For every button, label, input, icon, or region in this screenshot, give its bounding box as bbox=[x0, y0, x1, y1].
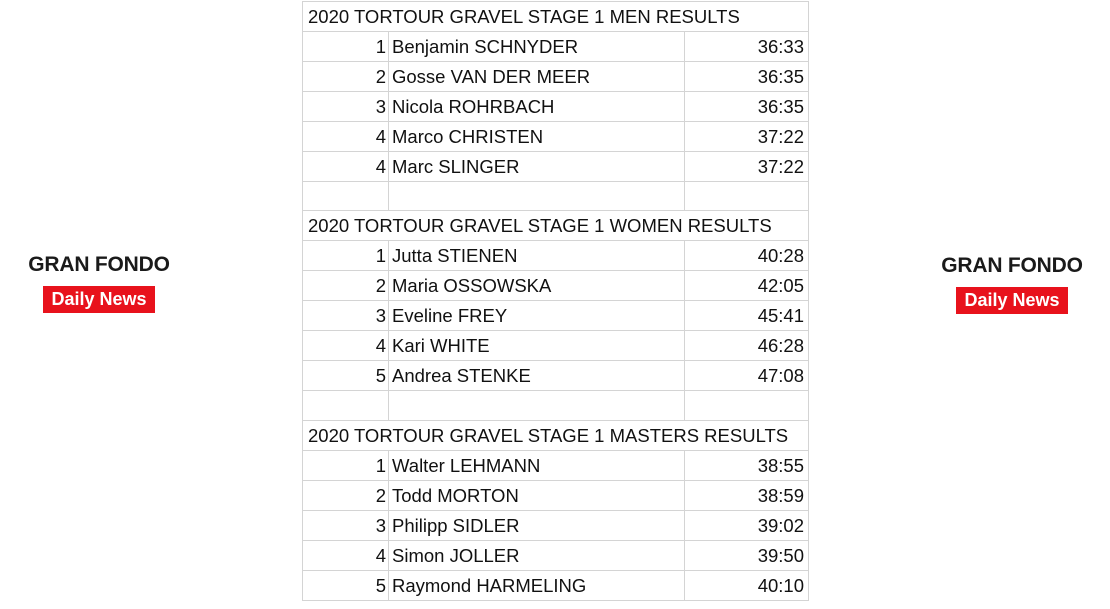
rank-cell: 1 bbox=[303, 32, 389, 62]
rank-cell: 2 bbox=[303, 271, 389, 301]
table-row bbox=[303, 570, 809, 600]
time-cell: 39:02 bbox=[685, 510, 809, 540]
rider-name-cell: Andrea STENKE bbox=[389, 361, 685, 391]
time-cell: 39:50 bbox=[685, 540, 809, 570]
rank-cell: 1 bbox=[303, 241, 389, 271]
time-cell: 42:05 bbox=[685, 271, 809, 301]
rider-name-cell: Walter LEHMANN bbox=[389, 450, 685, 480]
time-cell: 38:59 bbox=[685, 480, 809, 510]
section-title-women: 2020 TORTOUR GRAVEL STAGE 1 WOMEN RESULTS bbox=[303, 211, 809, 241]
time-cell: 40:28 bbox=[685, 241, 809, 271]
empty-cell bbox=[685, 391, 809, 420]
table-row bbox=[303, 301, 809, 331]
table-row bbox=[303, 361, 809, 391]
table-row bbox=[303, 122, 809, 152]
empty-cell bbox=[389, 391, 685, 420]
table-row bbox=[303, 510, 809, 540]
logo-title: GRAN FONDO bbox=[941, 254, 1083, 277]
time-cell: 47:08 bbox=[685, 361, 809, 391]
table-row bbox=[303, 32, 809, 62]
section-title-row bbox=[303, 211, 809, 241]
rider-name-cell: Gosse VAN DER MEER bbox=[389, 62, 685, 92]
rider-name-cell: Eveline FREY bbox=[389, 301, 685, 331]
time-cell: 38:55 bbox=[685, 450, 809, 480]
time-cell: 36:35 bbox=[685, 62, 809, 92]
table-row bbox=[303, 331, 809, 361]
blank-row bbox=[303, 182, 809, 211]
logo-title: GRAN FONDO bbox=[28, 253, 170, 276]
rider-name-cell: Kari WHITE bbox=[389, 331, 685, 361]
table-row bbox=[303, 152, 809, 182]
section-title-men: 2020 TORTOUR GRAVEL STAGE 1 MEN RESULTS bbox=[303, 2, 809, 32]
empty-cell bbox=[303, 391, 389, 420]
time-cell: 37:22 bbox=[685, 122, 809, 152]
rank-cell: 2 bbox=[303, 480, 389, 510]
time-cell: 40:10 bbox=[685, 570, 809, 600]
table-row bbox=[303, 271, 809, 301]
section-title-row bbox=[303, 2, 809, 32]
rank-cell: 5 bbox=[303, 361, 389, 391]
rank-cell: 4 bbox=[303, 152, 389, 182]
table-row bbox=[303, 450, 809, 480]
logo-subtitle: Daily News bbox=[956, 287, 1067, 314]
rider-name-cell: Marc SLINGER bbox=[389, 152, 685, 182]
results-table bbox=[302, 1, 809, 601]
rank-cell: 4 bbox=[303, 540, 389, 570]
table-row bbox=[303, 92, 809, 122]
time-cell: 45:41 bbox=[685, 301, 809, 331]
empty-cell bbox=[685, 182, 809, 211]
section-title-row bbox=[303, 420, 809, 450]
empty-cell bbox=[303, 182, 389, 211]
rank-cell: 4 bbox=[303, 331, 389, 361]
gran-fondo-logo-right bbox=[932, 253, 1092, 314]
rank-cell: 1 bbox=[303, 450, 389, 480]
empty-cell bbox=[389, 182, 685, 211]
blank-row bbox=[303, 391, 809, 420]
table-row bbox=[303, 62, 809, 92]
rider-name-cell: Raymond HARMELING bbox=[389, 570, 685, 600]
rank-cell: 3 bbox=[303, 301, 389, 331]
rider-name-cell: Todd MORTON bbox=[389, 480, 685, 510]
time-cell: 37:22 bbox=[685, 152, 809, 182]
rank-cell: 5 bbox=[303, 570, 389, 600]
rank-cell: 4 bbox=[303, 122, 389, 152]
rider-name-cell: Marco CHRISTEN bbox=[389, 122, 685, 152]
table-row bbox=[303, 480, 809, 510]
rank-cell: 3 bbox=[303, 510, 389, 540]
rider-name-cell: Simon JOLLER bbox=[389, 540, 685, 570]
rider-name-cell: Jutta STIENEN bbox=[389, 241, 685, 271]
logo-subtitle: Daily News bbox=[43, 286, 154, 313]
time-cell: 36:33 bbox=[685, 32, 809, 62]
table-row bbox=[303, 540, 809, 570]
gran-fondo-logo-left bbox=[19, 252, 179, 313]
rider-name-cell: Nicola ROHRBACH bbox=[389, 92, 685, 122]
time-cell: 46:28 bbox=[685, 331, 809, 361]
rider-name-cell: Maria OSSOWSKA bbox=[389, 271, 685, 301]
rank-cell: 2 bbox=[303, 62, 389, 92]
rank-cell: 3 bbox=[303, 92, 389, 122]
section-title-masters: 2020 TORTOUR GRAVEL STAGE 1 MASTERS RESULTS bbox=[303, 420, 809, 450]
time-cell: 36:35 bbox=[685, 92, 809, 122]
rider-name-cell: Philipp SIDLER bbox=[389, 510, 685, 540]
rider-name-cell: Benjamin SCHNYDER bbox=[389, 32, 685, 62]
table-row bbox=[303, 241, 809, 271]
